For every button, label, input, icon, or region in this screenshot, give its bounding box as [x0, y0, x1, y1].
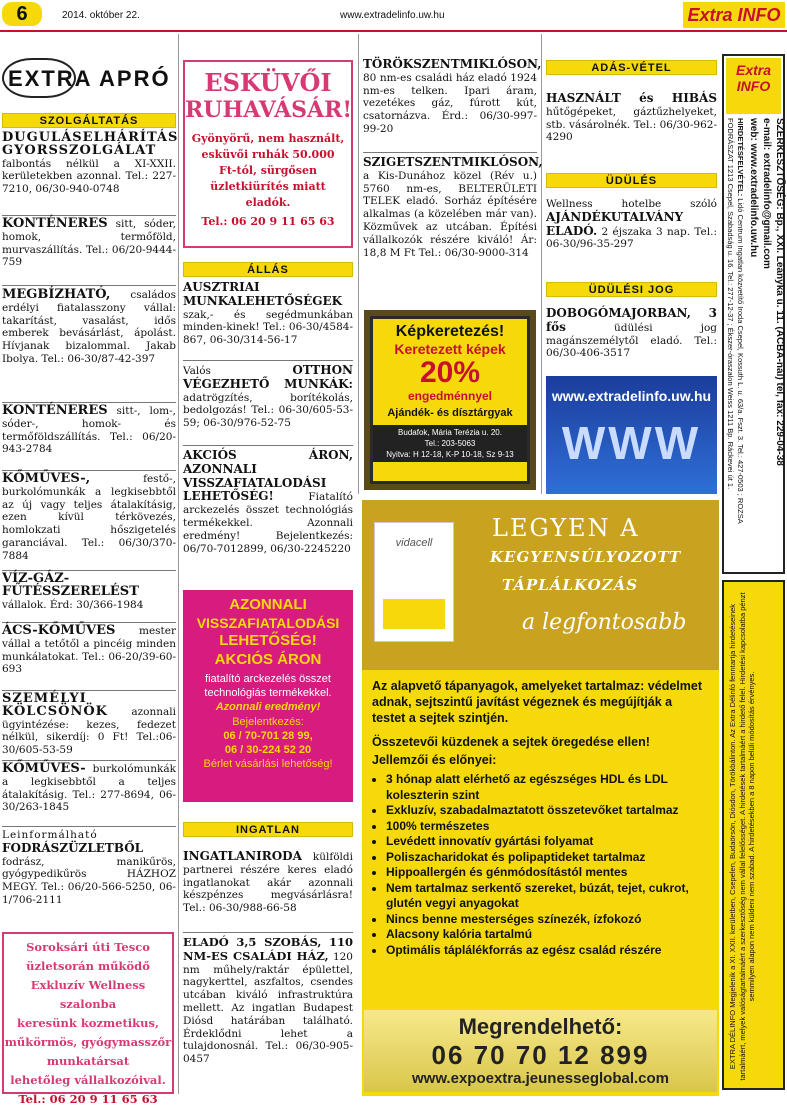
sidebar-partners-text: Lidó Centrum Ingatlan közvetítő Iroda Csepel, Kossuth L. u. 63/a. Fszt. 3. Tel.: 427-0503 ; ROZSA FODRÁSZAT 1213 Csepel, Szabadság u. 16. Tel.: 277-12-37 ; Ékszer-óraszalon Weiss 1211 Bp. Ráckevei út 1.: [726, 118, 745, 524]
ad-wellness: [546, 198, 717, 251]
order-website[interactable]: www.expoextra.jeunesseglobal.com: [411, 1070, 670, 1087]
ad-body: azonnali ügyintézése: kezes, fedezet nélkül, sikerdíj: 0 Ft! Tel.:06-30/605-53-59: [2, 705, 176, 757]
facial-treatment-ad: [183, 590, 353, 802]
ad-body: sitt, sóder, homok, termőföld, murvaszállítás. Tel.: 06/20-9444-759: [2, 218, 176, 269]
ad-heading: AKCIÓS ÁRON: [214, 651, 322, 668]
ad-line: üzletsorán működő: [26, 959, 150, 973]
order-phone: 06 70 70 12 899: [431, 1040, 650, 1070]
ad-line: 06 / 70-701 28 99,: [223, 730, 313, 742]
ad-line: fiatalító arckezelés összet: [205, 673, 331, 685]
ad-title: HASZNÁLT és HIBÁS: [546, 91, 717, 105]
ad-title: ESKÜVŐI: [204, 68, 332, 97]
ad-hasznalt: [546, 92, 717, 144]
ad-title: AJÁNDÉKUTALVÁNY ELADÓ.: [546, 209, 684, 238]
ad-line: Bejelentkezés:: [232, 716, 304, 728]
benefit-item: • Exkluzív, szabadalmaztatott összetevőket tartalmaz: [386, 803, 707, 819]
column-divider: [178, 34, 179, 1094]
ad-title: KŐMŰVES-,: [2, 471, 91, 486]
ad-separator: [183, 360, 353, 361]
section-header-ingatlan: INGATLAN: [183, 822, 353, 837]
ad-body: 120 nm műhely/raktár épülettel, nagykerttel, aszfaltos, csendes utcában kiváló infrastruktúra mellett. Az ingatlan Budapest Diósd határában található. Érdeklődni lehet a tulajdonosnál. Tel.: 06/30-905-0457: [183, 950, 353, 1066]
product-stripe: [383, 599, 445, 629]
ad-ingatlaniroda: [183, 850, 353, 915]
ad-separator: [183, 932, 353, 933]
ad-headline: KEGYENSÚLYOZOTT: [490, 548, 682, 566]
benefit-item: • Hippoallergén és génmódosítástól mentes: [386, 865, 707, 881]
ad-elado-haz: [183, 936, 353, 1066]
issue-date: 2014. október 22.: [62, 10, 140, 21]
ad-title: KONTÉNERES: [2, 403, 108, 418]
ad-body: mester vállal a tetőtől a pincéig minden munkálatokat. Tel.: 06-20/39-60-693: [2, 625, 176, 676]
ad-line: lehetőleg vállalkozóival.: [10, 1073, 166, 1087]
ad-title: FODRÁSZÜZLETBŐL: [2, 840, 144, 855]
ad-body: sitt-, lom-, sóder-, homok- és termőföldszállítás. Tel.: 06/20-943-2784: [2, 405, 177, 456]
vidacell-ad-header: [362, 500, 719, 670]
ad-line: Bérlet vásárlási lehetőség!: [203, 758, 333, 770]
sidebar-web[interactable]: web: www.extradelinfo.uw.hu: [748, 118, 759, 258]
ad-pre: Leinformálható: [2, 829, 98, 841]
ad-address: Budafok, Mária Terézia u. 20.: [398, 428, 502, 437]
order-label: Megrendelhető:: [458, 1014, 623, 1039]
ad-body: külföldi partnerei részére keres eladó ingatlanokat akár azonnali készpénzes megvásárlásra! Tel.: 06-30/988-66-58: [183, 851, 353, 915]
ad-heading: LEHETŐSÉG!: [219, 632, 317, 649]
page-header: [0, 0, 787, 30]
column-divider: [541, 34, 542, 494]
ad-hours: Nyitva: H 12-18, K-P 10-18, Sz 9-13: [386, 450, 514, 459]
ad-komuves-2: [2, 763, 176, 814]
ad-fodrasz: [2, 829, 176, 907]
ad-akcios: [183, 449, 353, 555]
ad-title: AKCIÓS ÁRON, AZONNALI VISSZAFIATALODÁSI LEHETŐSÉG!: [183, 448, 353, 504]
disclaimer-sidebar: [722, 580, 785, 1090]
ad-phone: Tel.: 203-5063: [424, 439, 476, 448]
benefit-item: • Levédett innovatív gyártási folyamat: [386, 834, 707, 850]
ad-footer: [373, 425, 527, 462]
benefit-item: • Nincs benne mesterséges színezék, ízfokozó: [386, 912, 707, 928]
ad-line: Azonnali eredmény!: [215, 701, 321, 713]
ad-body: családos erdélyi fiatalasszony vállal: takarítást, vasalást, idős emberek bevásárlást, ápolást. Hívjanak bizalommal. Jakab Ibolya. Tel.: 06-30/87-42-397: [2, 289, 176, 365]
ad-line: műkörmös, gyógymasszőr: [4, 1035, 172, 1049]
ad-headline: a legfontosabb: [522, 610, 687, 635]
ad-title: VÍZ-GÁZ-FŰTÉSSZERELÉST: [2, 571, 139, 599]
publisher-info-sidebar: [722, 54, 785, 574]
ad-pre: Valós: [183, 365, 211, 377]
ad-title: DOBOGÓMAJORBAN, 3 fős: [546, 306, 717, 334]
ad-komuves-1: [2, 473, 176, 563]
ad-dugulas: [2, 130, 179, 196]
ad-szigetszentmiklos: [363, 155, 543, 259]
website-banner[interactable]: [546, 376, 717, 494]
sidebar-logo: Extra INFO: [726, 58, 781, 114]
ad-title: MEGBÍZHATÓ,: [2, 287, 111, 302]
ad-body: a Kis-Dunához közel (Rév u.) 5760 nm-es, BELTERÜLETI TELEK eladó. Sorház építésére alkalmas (a közelében már van). Közművek az utcában. Építési vállalkozók részére kiváló! Ár: 18,8 M Ft Tel.: 06/30-9000-314: [363, 169, 537, 259]
ad-body: üdülési jog magánszemélytől eladó. Tel.: 06/30-406-3517: [546, 321, 717, 360]
ad-line: Ajándék- és dísztárgyak: [387, 407, 513, 419]
benefit-item: • 100% természetes: [386, 819, 707, 835]
brand-text: EXTRA APRÓ: [8, 66, 171, 91]
ad-heading: Képkeretezés!: [395, 323, 505, 340]
ad-body: 2 éjszaka 3 nap. Tel.: 06-30/96-35-297: [546, 225, 718, 251]
order-box: [364, 1010, 717, 1092]
vidacell-ad-body: [362, 670, 719, 1096]
ad-body: fodrász, manikűrös, gyógypedikűrös HÁZHOZ MEGY. Tel.: 06/20-566-5250, 06-1/706-2111: [2, 855, 176, 906]
ad-body: hűtőgépeket, gáztűzhelyeket, stb. vásárolnék. Tel.: 06/30-962-4290: [546, 105, 717, 144]
ad-separator: [2, 285, 176, 286]
header-logo: Extra INFO: [683, 2, 785, 28]
ad-body: falbontás nélkül a XI-XXII. kerületekben azonnal. Tel.: 227-7210, 06/30-940-0748: [2, 157, 176, 196]
ad-line: keresünk kozmetikus,: [17, 1016, 159, 1030]
sidebar-partners-title: HIRDETÉSFELVÉTEL:: [736, 118, 745, 197]
ad-title: SZEMÉLYI KÖLCSÖNÖK: [2, 691, 108, 719]
ad-title: ELADÓ 3,5 SZOBÁS, 110 NM-ES CSALÁDI HÁZ,: [183, 935, 353, 963]
header-url[interactable]: www.extradelinfo.uw.hu: [340, 10, 445, 21]
banner-url[interactable]: www.extradelinfo.uw.hu: [551, 388, 712, 404]
ad-phone: Tel.: 06 20 9 11 65 63: [201, 215, 335, 228]
benefit-list: [372, 772, 707, 958]
ad-kolcsonok: [2, 693, 176, 757]
ad-subheading: Összetevői küzdenek a sejtek öregedése ellen!: [372, 735, 650, 749]
ad-body: festő-, burkolómunkák a legkisebbtől az új vagy teljes átalakításig, ezen kívül térkövezés, homlokzati hőszigetelés garanciával. Tel.: 06/30/370-7884: [2, 473, 176, 562]
column-divider: [358, 34, 359, 494]
ad-title: SZIGETSZENTMIKLÓSON,: [363, 155, 543, 169]
ad-title: TÖRÖKSZENTMIKLÓSON,: [363, 57, 542, 71]
banner-www: WWW: [561, 417, 702, 469]
frame-shop-ad: [364, 310, 536, 490]
ad-separator: [183, 445, 353, 446]
ad-title: AUSZTRIAI MUNKALEHETŐSÉGEK: [183, 280, 343, 308]
ad-pre: Wellness hotelbe szóló: [546, 198, 717, 210]
ad-body: burkolómunkák a legkisebbtől a teljes átalakításig. Tel.: 277-8694, 06-30/263-1845: [2, 763, 176, 814]
ad-percent: 20%: [419, 356, 481, 389]
ad-viz-gaz: [2, 573, 176, 611]
ad-heading: Keretezett képek: [394, 341, 506, 357]
product-box-image: [374, 522, 454, 642]
ad-heading: AZONNALI: [229, 596, 307, 613]
sidebar-partners: [726, 118, 745, 568]
benefit-item: • Optimális táplálékforrás az egész család részére: [386, 943, 707, 959]
benefit-item: • Poliszacharidokat és polipaptideket tartalmaz: [386, 850, 707, 866]
ad-ausztriai: [183, 281, 353, 347]
section-header-udulesi-jog: ÜDÜLÉSI JOG: [546, 282, 717, 297]
classified-brand: [2, 58, 176, 100]
header-divider: [0, 30, 787, 32]
ad-body: Fiatalító arckezelés összet technológiás termékekkel. Azonnali eredmény! Bejelentkezés: 06/70-7012899, 06/30-2245220: [183, 491, 353, 555]
ad-title: DUGULÁSELHÁRÍTÁS GYORSSZOLGÁLAT: [2, 130, 179, 158]
sidebar-rotated: [726, 118, 786, 568]
ad-otthon: [183, 364, 353, 430]
tesco-wellness-ad: [2, 932, 174, 1106]
section-header-szolgaltatas: SZOLGÁLTATÁS: [2, 113, 176, 128]
ad-body: 80 nm-es családi ház eladó 1924 nm-es telken. Ipari áram, vezetékes gáz, fúrott kút, csatornázva. Érd.: 06/30-997-99-20: [363, 71, 537, 135]
benefit-item: • Nem tartalmaz serkentő szereket, búzát, tejet, cukrot, glutén vegyi anyagokat: [386, 881, 707, 912]
ad-title: INGATLANIRODA: [183, 849, 302, 863]
ad-konteneres-2: [2, 405, 176, 456]
ad-title: ÁCS-KŐMŰVES: [2, 623, 116, 638]
ad-title: RUHAVÁSÁR!: [185, 97, 353, 123]
section-header-udules: ÜDÜLÉS: [546, 173, 717, 188]
ad-line: 06 / 30-224 52 20: [224, 744, 312, 756]
disclaimer-text: EXTRA DÉLINFO Megjelenik a XI. XXII. kerületben, Csepelen, Budaörsön, Diósdon, Törökbálinton. Az Extra Délinfó fenntartja hirdetéseinek tartalmáért, melyek valóságtartalmáért a szerkesztőség nem vállal felelősséget. A hirdetések tartalmáért a hirdető felel. Hirdetési kapcsolatba pénzt semmilyen alapon nem küldeni nem szabad. A hirdetésekben a 8 napon belüli módosítás érvényes.: [728, 592, 757, 1081]
ad-acs-komuves: [2, 625, 176, 676]
ad-megbizhato: [2, 289, 176, 366]
ad-body: szak,- és segédmunkában minden-kinek! Tel.: 06-30/4584-867, 06-30/314-56-17: [183, 308, 353, 347]
ad-torokszentmiklos: [363, 57, 542, 136]
section-header-allas: ÁLLÁS: [183, 262, 353, 277]
ad-body: adatrögzítés, borítékolás, bedolgozás! Tel.: 06-30/605-53-59; 06-30/976-52-75: [183, 391, 353, 430]
ad-separator: [2, 826, 176, 827]
ad-body: vállalok. Érd: 30/366-1984: [2, 598, 144, 611]
disclaimer-rotated: [728, 589, 782, 1084]
section-header-adas-vetel: ADÁS-VÉTEL: [546, 60, 717, 75]
product-brand: vidacell: [395, 537, 433, 549]
ad-dobogomajor: [546, 307, 717, 360]
ad-separator: [363, 152, 537, 153]
ad-line: technológiás termékekkel.: [204, 687, 332, 699]
ad-line: Exkluzív Wellness szalonba: [30, 978, 146, 1011]
wedding-dress-ad: [183, 60, 353, 248]
frame-ad-inner: [370, 316, 530, 484]
ad-intro: Az alapvető tápanyagok, amelyeket tartalmaz: védelmet adnak, sejtszintű javítást végeznek és megújítják a testet a sejtek szintjén.: [372, 679, 702, 725]
ad-title: OTTHON VÉGEZHETŐ MUNKÁK:: [183, 363, 353, 391]
ad-headline: LEGYEN A: [492, 514, 640, 542]
sidebar-address: SZERKESZTŐSÉG: Bp., XXI. Leányka u. 11. (ACBA-nál) tel, fax: 229-04-38: [774, 118, 785, 466]
ad-body: Gyönyörű, nem használt, esküvői ruhák 50.000 Ft-tól, sürgősen üzletkiürítés miatt eladók.: [191, 132, 345, 209]
ad-title: KŐMŰVES-: [2, 761, 86, 776]
benefit-item: • Alacsony kalória tartalmú: [386, 927, 707, 943]
benefit-item: • 3 hónap alatt elérhető az egészséges HDL és LDL koleszterin szint: [386, 772, 707, 803]
ad-subheading: Jellemzői és előnyei:: [372, 753, 497, 767]
ad-line: munkatársat: [46, 1054, 130, 1068]
sidebar-email[interactable]: e-mail: extradelinfo@gmail.com: [761, 118, 772, 269]
ad-heading: VISSZAFIATALODÁSI: [196, 615, 340, 631]
ad-line: Soroksári úti Tesco: [26, 940, 150, 954]
ad-phone: Tel.: 06 20 9 11 65 63: [18, 1092, 158, 1106]
ad-title: KONTÉNERES: [2, 216, 108, 231]
ad-headline: TÁPLÁLKOZÁS: [502, 576, 639, 594]
ad-heading: engedménnyel: [407, 389, 493, 403]
page-number: 6: [2, 2, 42, 26]
ad-konteneres-1: [2, 218, 176, 269]
